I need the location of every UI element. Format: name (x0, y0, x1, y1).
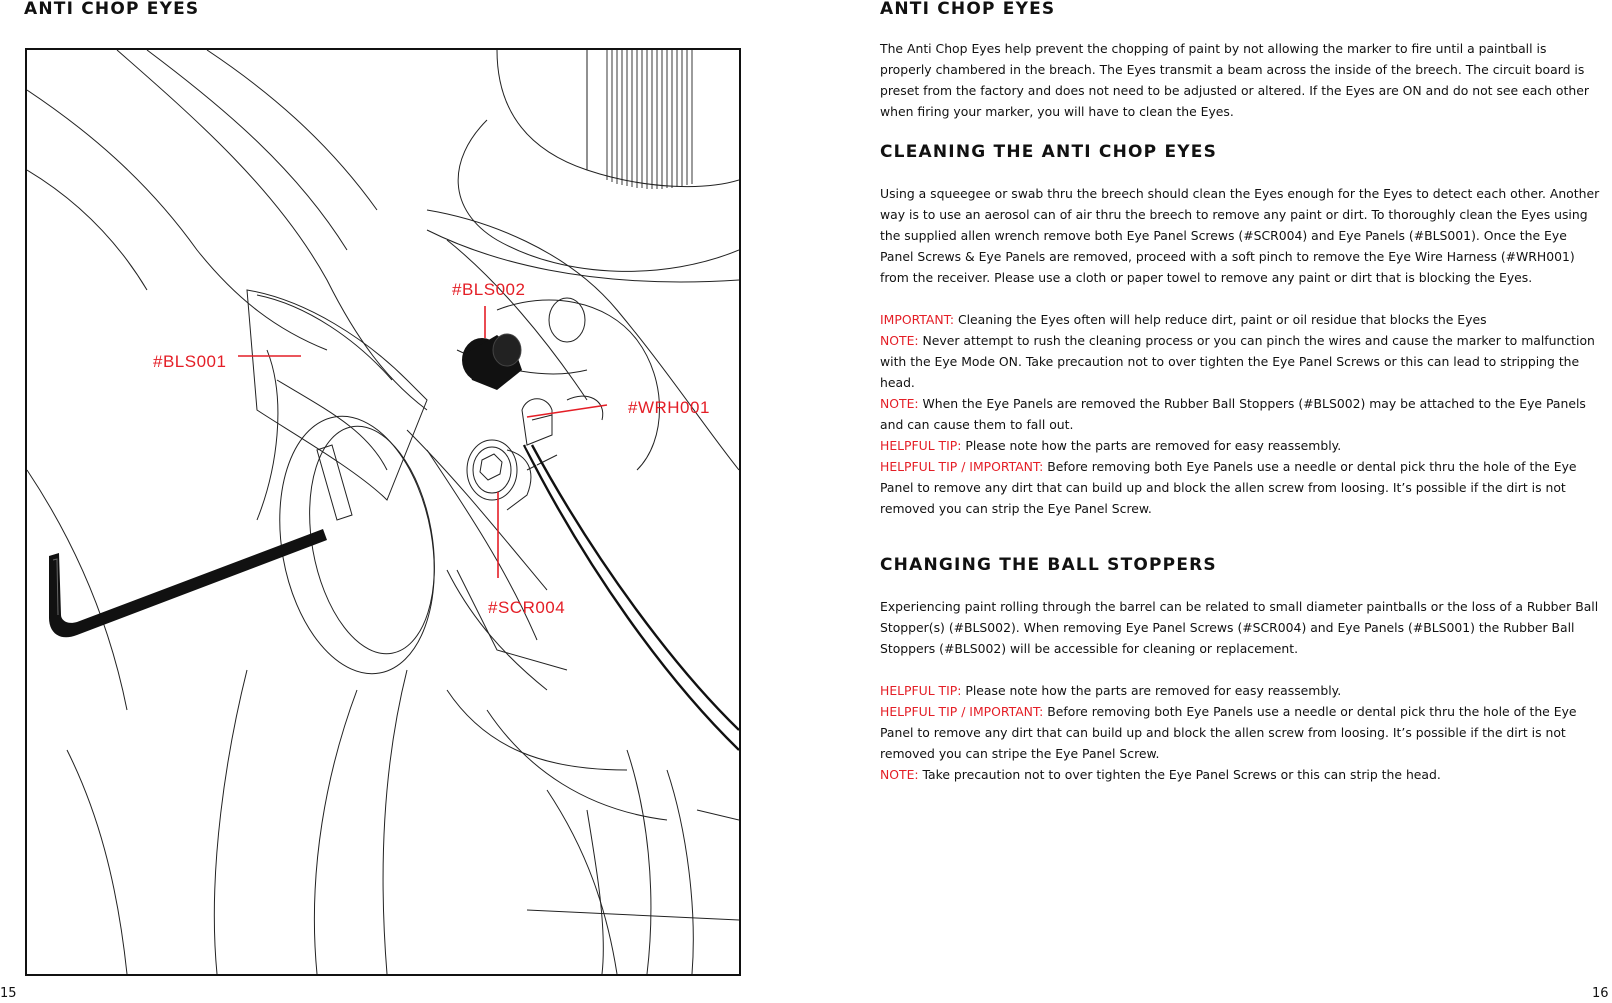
note-overtighten (880, 764, 1600, 785)
note-text: Please note how the parts are removed for easy reassembly. (961, 683, 1342, 698)
ball-stoppers-body-paragraph: Experiencing paint rolling through the barrel can be related to small diameter paintballs or the loss of a Rubber Ball Stopper(s) (#BLS002). When removing Eye Panel Screws (#SCR004) and Eye Panels (#BLS001) the Rubber Ball Stoppers (#BLS002) will be accessible for cleaning or replacement. (880, 599, 1599, 656)
note-helpful-tip (880, 680, 1600, 701)
page-number-left: 15 (0, 986, 17, 1001)
note-important (880, 309, 1600, 330)
left-page-heading: ANTI CHOP EYES (24, 0, 200, 19)
note-text: Before removing both Eye Panels use a needle or dental pick thru the hole of the Eye Panel to remove any dirt that can build up and block the allen screw from loosing. It’s possible if the dirt is not removed you can strip the Eye Panel Screw. (880, 459, 1577, 516)
note-text: Cleaning the Eyes often will help reduce dirt, paint or oil residue that blocks the Eyes (954, 312, 1487, 327)
note-helpful-tip-important (880, 701, 1600, 764)
callout-leader-lines (238, 306, 607, 578)
exploded-diagram-figure (25, 48, 741, 976)
note-text: Please note how the parts are removed for easy reassembly. (961, 438, 1342, 453)
note-rush-cleaning (880, 330, 1600, 393)
note-text: Before removing both Eye Panels use a needle or dental pick thru the hole of the Eye Panel to remove any dirt that can build up and block the allen screw from loosing. It’s possible if the dirt is not removed you can stripe the Eye Panel Screw. (880, 704, 1577, 761)
page-number-right: 16 (1592, 986, 1609, 1001)
right-page-text-column (880, 38, 1600, 785)
note-ball-stoppers (880, 393, 1600, 435)
callout-wrh001: #WRH001 (628, 398, 710, 417)
note-label: HELPFUL TIP / IMPORTANT: (880, 704, 1044, 719)
right-page-heading: ANTI CHOP EYES (880, 0, 1056, 19)
note-text: Take precaution not to over tighten the Eye Panel Screws or this can strip the head. (918, 767, 1441, 782)
callout-bls001: #BLS001 (153, 352, 227, 371)
note-label: HELPFUL TIP / IMPORTANT: (880, 459, 1044, 474)
note-helpful-tip-important (880, 456, 1600, 519)
note-text: Never attempt to rush the cleaning process or you can pinch the wires and cause the marker to malfunction with the Eye Mode ON. Take precaution not to over tighten the Eye Panel Screws or this can lead to stripping the head. (880, 333, 1595, 390)
cleaning-section-heading: CLEANING THE ANTI CHOP EYES (880, 142, 1218, 162)
ball-stopper-part (462, 334, 522, 390)
marker-line-drawing (27, 50, 739, 974)
note-label: NOTE: (880, 333, 919, 348)
callout-scr004: #SCR004 (488, 598, 566, 617)
ball-stoppers-section-heading: CHANGING THE BALL STOPPERS (880, 555, 1217, 575)
intro-paragraph: The Anti Chop Eyes help prevent the chopping of paint by not allowing the marker to fire until a paintball is properly chambered in the breach. The Eyes transmit a beam across the inside of the breech. The circuit board is preset from the factory and does not need to be adjusted or altered. If the Eyes are ON and do not see each other when firing your marker, you will have to clean the Eyes. (880, 41, 1589, 119)
note-text: When the Eye Panels are removed the Rubber Ball Stoppers (#BLS002) may be attached to the Eye Panels and can cause them to fall out. (880, 396, 1586, 432)
allen-wrench-part (49, 529, 327, 637)
note-label: HELPFUL TIP: (880, 438, 962, 453)
note-label: NOTE: (880, 396, 919, 411)
callout-bls002: #BLS002 (452, 280, 526, 299)
cleaning-body-paragraph: Using a squeegee or swab thru the breech should clean the Eyes enough for the Eyes to detect each other. Another way is to use an aerosol can of air thru the breech to remove any paint or dirt. To thoroughly clean the Eyes using the supplied allen wrench remove both Eye Panel Screws (#SCR004) and Eye Panels (#BLS001). Once the Eye Panel Screws & Eye Panels are removed, proceed with a soft pinch to remove the Eye Wire Harness (#WRH001) from the receiver. Please use a cloth or paper towel to remove any paint or dirt that is blocking the Eyes. (880, 186, 1600, 285)
note-label: IMPORTANT: (880, 312, 955, 327)
note-label: HELPFUL TIP: (880, 683, 962, 698)
note-helpful-tip (880, 435, 1600, 456)
note-label: NOTE: (880, 767, 919, 782)
